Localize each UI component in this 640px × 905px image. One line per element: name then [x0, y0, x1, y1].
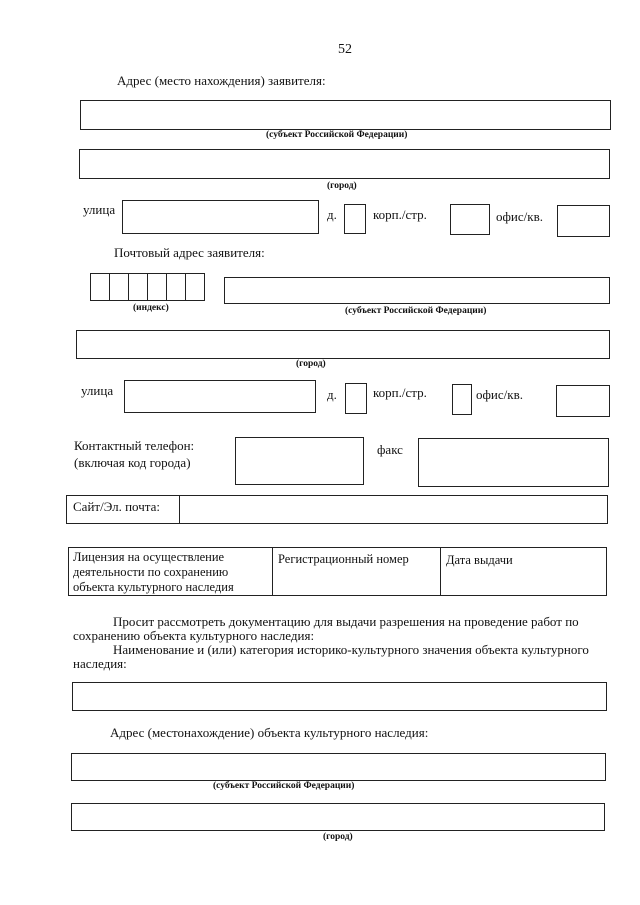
- object-address-label: Адрес (местонахождение) объекта культурного наследия:: [110, 725, 429, 740]
- phone-label-line2: (включая код города): [74, 455, 191, 470]
- index-digit-cell[interactable]: [147, 273, 167, 301]
- object-subject-caption: (субъект Российской Федерации): [213, 781, 355, 791]
- applicant-street-label: улица: [83, 202, 116, 217]
- object-subject-field[interactable]: [71, 753, 606, 781]
- postal-subject-field[interactable]: [224, 277, 610, 304]
- postal-building-field[interactable]: [452, 384, 472, 415]
- postal-office-field[interactable]: [556, 385, 610, 417]
- index-digit-cell[interactable]: [166, 273, 186, 301]
- license-table-divider: [272, 548, 273, 595]
- applicant-house-field[interactable]: [344, 204, 366, 234]
- license-issue-date-header: Дата выдачи: [446, 553, 513, 567]
- postal-building-label: корп./стр.: [373, 385, 427, 400]
- license-col1-line3: объекта культурного наследия: [73, 580, 234, 594]
- license-table: [68, 547, 607, 596]
- postal-office-label: офис/кв.: [476, 387, 523, 402]
- index-digit-cell[interactable]: [128, 273, 148, 301]
- license-table-divider: [440, 548, 441, 595]
- applicant-building-label: корп./стр.: [373, 207, 427, 222]
- fax-label: факс: [377, 442, 403, 457]
- license-col1-line2: деятельности по сохранению: [73, 565, 229, 579]
- applicant-city-caption: (город): [327, 181, 357, 191]
- request-text-line2: сохранению объекта культурного наследия:: [73, 628, 315, 643]
- applicant-building-field[interactable]: [450, 204, 490, 235]
- site-email-field[interactable]: [180, 496, 607, 523]
- postal-subject-caption: (субъект Российской Федерации): [345, 306, 487, 316]
- postal-street-field[interactable]: [124, 380, 316, 413]
- applicant-street-field[interactable]: [122, 200, 319, 234]
- applicant-subject-caption: (субъект Российской Федерации): [266, 130, 408, 140]
- index-digit-cell[interactable]: [109, 273, 129, 301]
- index-digit-cell[interactable]: [185, 273, 205, 301]
- license-col1-line1: Лицензия на осуществление: [73, 550, 225, 564]
- postal-address-label: Почтовый адрес заявителя:: [114, 245, 265, 260]
- object-name-field[interactable]: [72, 682, 607, 711]
- object-name-label-line2: наследия:: [73, 656, 127, 671]
- applicant-subject-field[interactable]: [80, 100, 611, 130]
- object-city-caption: (город): [323, 832, 353, 842]
- object-city-field[interactable]: [71, 803, 605, 831]
- page-number: 52: [338, 42, 352, 57]
- fax-field[interactable]: [418, 438, 609, 487]
- request-text-line1: Просит рассмотреть документацию для выдачи разрешения на проведение работ по: [113, 614, 579, 629]
- phone-field[interactable]: [235, 437, 364, 485]
- applicant-office-field[interactable]: [557, 205, 610, 237]
- object-name-label-line1: Наименование и (или) категория историко-культурного значения объекта культурного: [113, 642, 589, 657]
- postal-city-field[interactable]: [76, 330, 610, 359]
- applicant-address-label: Адрес (место нахождения) заявителя:: [117, 73, 326, 88]
- applicant-city-field[interactable]: [79, 149, 610, 179]
- license-registration-number-header: Регистрационный номер: [278, 552, 409, 566]
- postal-house-label: д.: [327, 387, 337, 402]
- postal-street-label: улица: [81, 383, 114, 398]
- applicant-house-label: д.: [327, 207, 337, 222]
- postal-city-caption: (город): [296, 359, 326, 369]
- applicant-office-label: офис/кв.: [496, 209, 543, 224]
- postal-index-field[interactable]: [90, 273, 205, 301]
- postal-house-field[interactable]: [345, 383, 367, 414]
- postal-index-caption: (индекс): [133, 303, 169, 313]
- phone-label-line1: Контактный телефон:: [74, 438, 195, 453]
- index-digit-cell[interactable]: [90, 273, 110, 301]
- site-email-label: Сайт/Эл. почта:: [73, 499, 160, 514]
- site-email-row: [66, 495, 608, 524]
